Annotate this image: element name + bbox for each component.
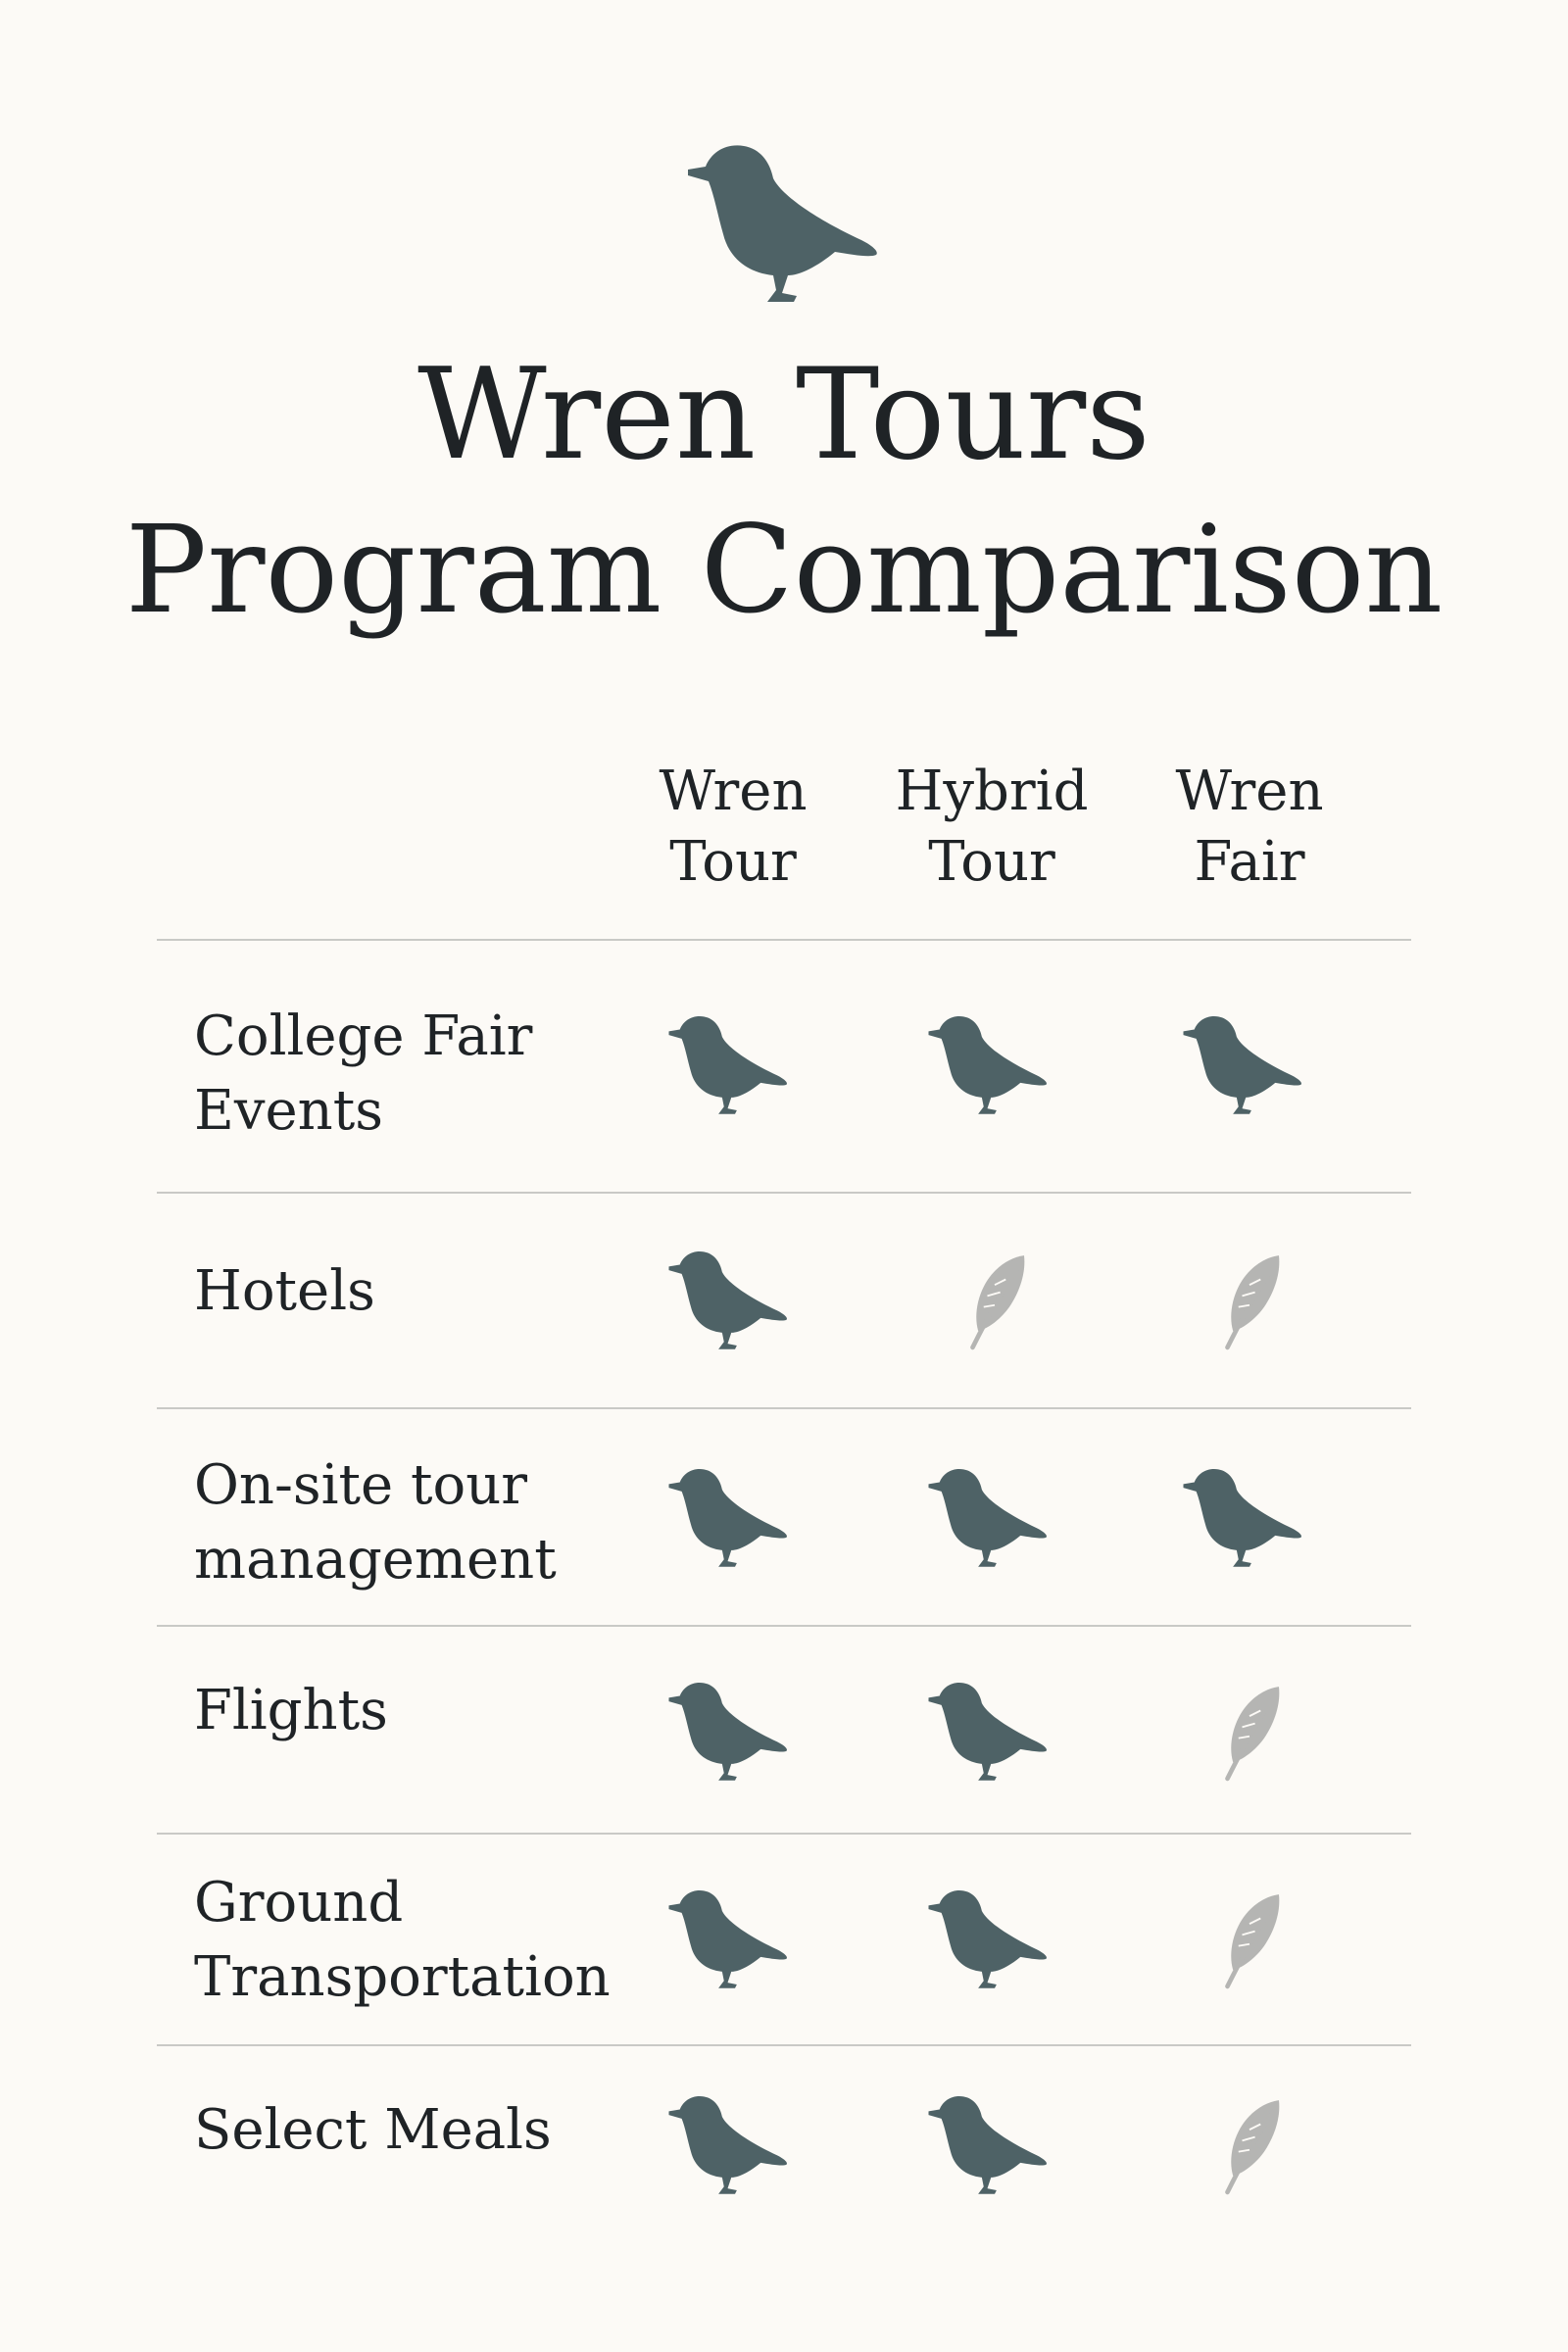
bird-icon	[921, 1882, 1068, 1999]
feather-icon	[1176, 1674, 1323, 1791]
column-header-wren-fair	[1132, 757, 1367, 898]
bird-icon	[662, 1882, 808, 1999]
feather-icon	[1176, 1243, 1323, 1360]
row-label-line: Ground	[194, 1871, 404, 1935]
page-title-line-2: Program Comparison	[124, 500, 1444, 641]
row-label-hotels	[194, 1254, 625, 1329]
column-header-line: Tour	[669, 830, 797, 894]
bird-icon	[921, 1460, 1068, 1578]
bird-icon	[1176, 1460, 1323, 1578]
feather-icon	[921, 1243, 1068, 1360]
feather-icon	[1176, 2087, 1323, 2205]
row-label-line: Events	[194, 1079, 383, 1143]
column-header-line: Fair	[1194, 830, 1305, 894]
bird-icon	[662, 1460, 808, 1578]
row-label-select-meals	[194, 2093, 625, 2168]
row-label-line: Hotels	[194, 1259, 375, 1323]
row-label-college-fair-events	[194, 1000, 625, 1149]
row-label-flights	[194, 1674, 625, 1748]
table-divider	[157, 939, 1411, 941]
column-header-line: Tour	[928, 830, 1055, 894]
row-label-line: Transportation	[194, 1945, 611, 2009]
bird-icon	[662, 1674, 808, 1791]
column-header-line: Wren	[1175, 760, 1324, 823]
row-label-line: On-site tour	[194, 1453, 528, 1517]
column-header-wren-tour	[615, 757, 851, 898]
row-label-line: Select Meals	[194, 2098, 552, 2162]
row-label-line: Flights	[194, 1679, 388, 1742]
column-header-line: Wren	[659, 760, 808, 823]
bird-icon	[662, 2087, 808, 2205]
bird-icon	[662, 1243, 808, 1360]
row-label-ground-transportation	[194, 1866, 625, 2015]
table-divider	[157, 1833, 1411, 1835]
bird-icon	[1176, 1007, 1323, 1125]
table-divider	[157, 1407, 1411, 1409]
column-header-line: Hybrid	[895, 760, 1089, 823]
bird-icon	[662, 1007, 808, 1125]
row-label-line: College Fair	[194, 1004, 533, 1068]
page-title-line-1: Wren Tours	[417, 342, 1151, 488]
bird-icon	[921, 1007, 1068, 1125]
table-divider	[157, 1625, 1411, 1627]
table-divider	[157, 2044, 1411, 2046]
bird-logo-icon	[676, 137, 911, 314]
row-label-line: management	[194, 1528, 557, 1592]
table-divider	[157, 1192, 1411, 1194]
feather-icon	[1176, 1882, 1323, 1999]
row-label-on-site-tour-management	[194, 1448, 625, 1597]
column-header-hybrid-tour	[874, 757, 1109, 898]
bird-icon	[921, 1674, 1068, 1791]
bird-icon	[921, 2087, 1068, 2205]
